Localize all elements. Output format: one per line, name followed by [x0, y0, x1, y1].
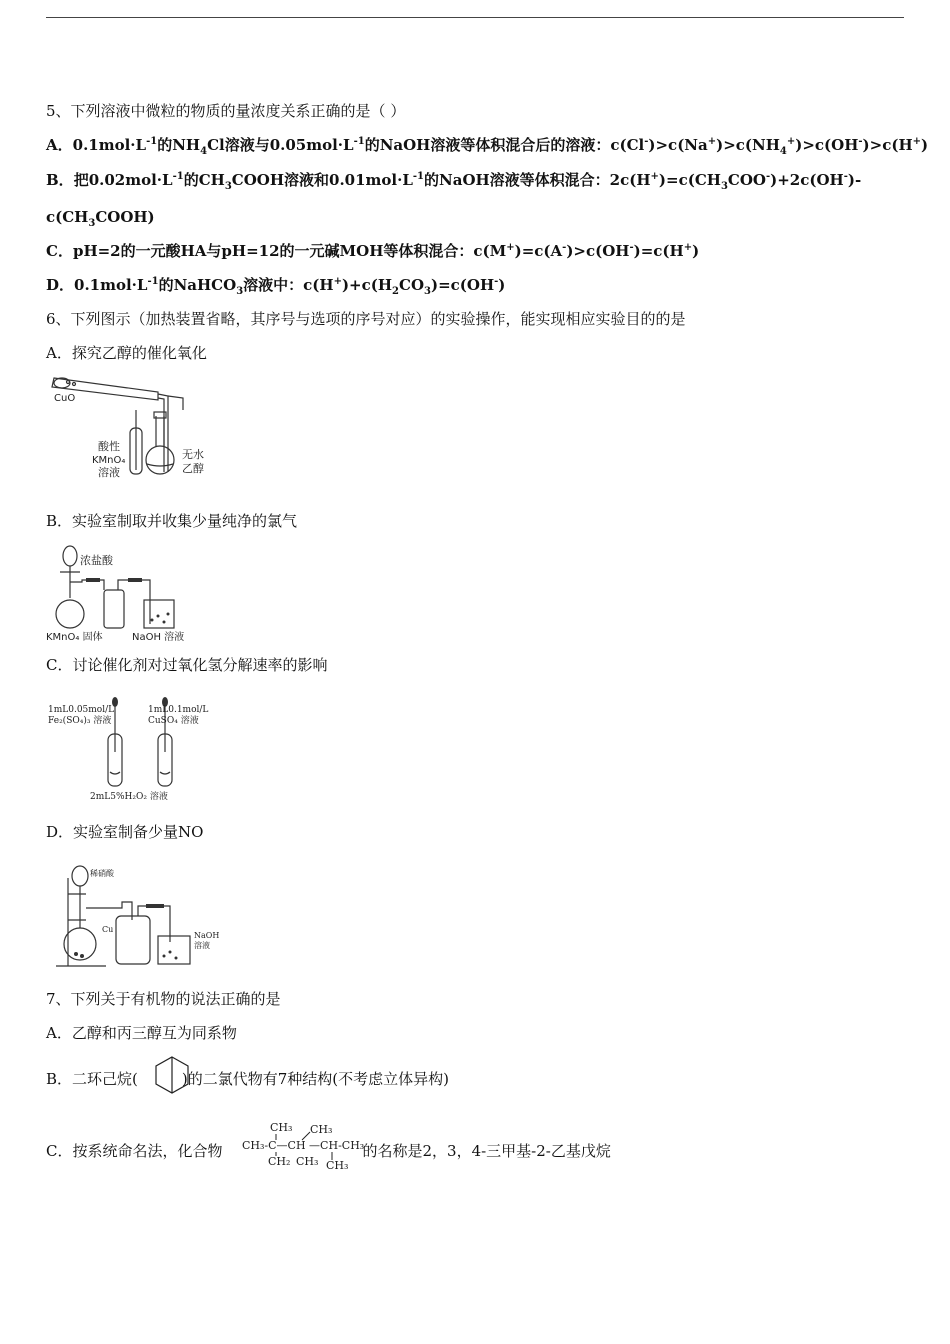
figure-d-apparatus [50, 858, 225, 974]
q5-option-c: C．pH=2的一元酸HA与pH=12的一元碱MOH等体积混合：c(M+)=c(A-)>c(OH-)=c(H+) [46, 242, 700, 260]
fig-d-naoh-2: 溶液 [194, 941, 210, 950]
formula-ch3-bottom: CH₃ [326, 1159, 349, 1172]
q6-option-a: A．探究乙醇的催化氧化 [46, 344, 207, 362]
fig-c-left-1: 1mL0.05mol/L [48, 705, 115, 715]
q6-stem: 6、下列图示（加热装置省略，其序号与选项的序号对应）的实验操作，能实现相应实验目的的是 [46, 310, 686, 328]
q6-option-d: D．实验室制备少量NO [46, 823, 204, 841]
q5-option-a: A．$0.1mol\cdot L^{-1}$的$NH_4Cl$溶液与$0.05mol\cdot L^{-1}$的NaOH溶液等体积混合后的溶液：$c(Cl^-)>c(Na^+)>c(NH_4^+)>c(OH^-)>c(H^+)$ [46, 136, 929, 157]
fig-c-right-2: CuSO₄ 溶液 [148, 716, 199, 726]
fig-a-cuo: CuO [54, 393, 76, 404]
q7-option-c: C．按系统命名法，化合物 的名称是2，3，4-三甲基-2-乙基戊烷 [46, 1142, 611, 1160]
figure-a-apparatus [48, 370, 218, 485]
fig-d-acid: 稀硝酸 [90, 869, 114, 878]
q5-option-b-continued: $c(CH_3COOH)$ [46, 208, 155, 229]
q7-option-a: A．乙醇和丙三醇互为同系物 [46, 1024, 237, 1042]
q6-option-c: C．讨论催化剂对过氧化氢分解速率的影响 [46, 656, 328, 674]
formula-main-chain: CH₃-C—CH —CH-CH₃ [242, 1139, 365, 1152]
q5-option-b: B．把$0.02mol\cdot L^{-1}$的$CH_3COOH$溶液和$0.01mol\cdot L^{-1}$的NaOH溶液等体积混合：$2c(H^+)=c(CH_3COO^-)+2c(OH^-)-$ [46, 171, 862, 192]
bicyclohexane-structure-icon [152, 1055, 192, 1095]
fig-c-left-2: Fe₂(SO₄)₃ 溶液 [48, 716, 112, 726]
fig-c-bottom: 2mL5%H₂O₂ 溶液 [90, 792, 168, 802]
figure-c-apparatus [46, 692, 216, 804]
formula-ch3-top1: CH₃ [270, 1121, 293, 1134]
structural-formula [242, 1118, 382, 1174]
fig-d-naoh-1: NaOH [194, 931, 220, 940]
q7-stem: 7、下列关于有机物的说法正确的是 [46, 990, 281, 1008]
q5-option-d: D．$0.1mol\cdot L^{-1}$的NaHCO$_3$溶液中：$c(H^+)+c(H_2CO_3)=c(OH^-)$ [46, 276, 506, 297]
q5-stem: 5、下列溶液中微粒的物质的量浓度关系正确的是（ ） [46, 102, 406, 120]
fig-d-cu: Cu [102, 925, 114, 934]
q7-option-b: B．二环己烷( )的二氯代物有7种结构(不考虑立体异构) [46, 1070, 449, 1088]
fig-c-right-1: 1mL0.1mol/L [148, 705, 209, 715]
fig-a-eth-1: 无水 [182, 448, 204, 461]
fig-a-kmno4-1: 酸性 [98, 440, 120, 453]
formula-ch3-mid: CH₃ [296, 1155, 319, 1168]
formula-ch2: CH₂ [268, 1155, 291, 1168]
fig-b-kmno4: KMnO₄ 固体 [46, 632, 103, 643]
header-rule [46, 17, 904, 18]
formula-ch3-top2: CH₃ [310, 1123, 333, 1136]
fig-a-kmno4-2: KMnO₄ [92, 455, 126, 466]
fig-a-eth-2: 乙醇 [182, 462, 204, 475]
q6-option-b: B．实验室制取并收集少量纯净的氯气 [46, 512, 298, 530]
figure-b-apparatus [46, 538, 206, 646]
fig-b-hcl: 浓盐酸 [80, 554, 113, 567]
fig-a-kmno4-3: 溶液 [98, 466, 120, 479]
fig-b-naoh: NaOH 溶液 [132, 632, 185, 643]
